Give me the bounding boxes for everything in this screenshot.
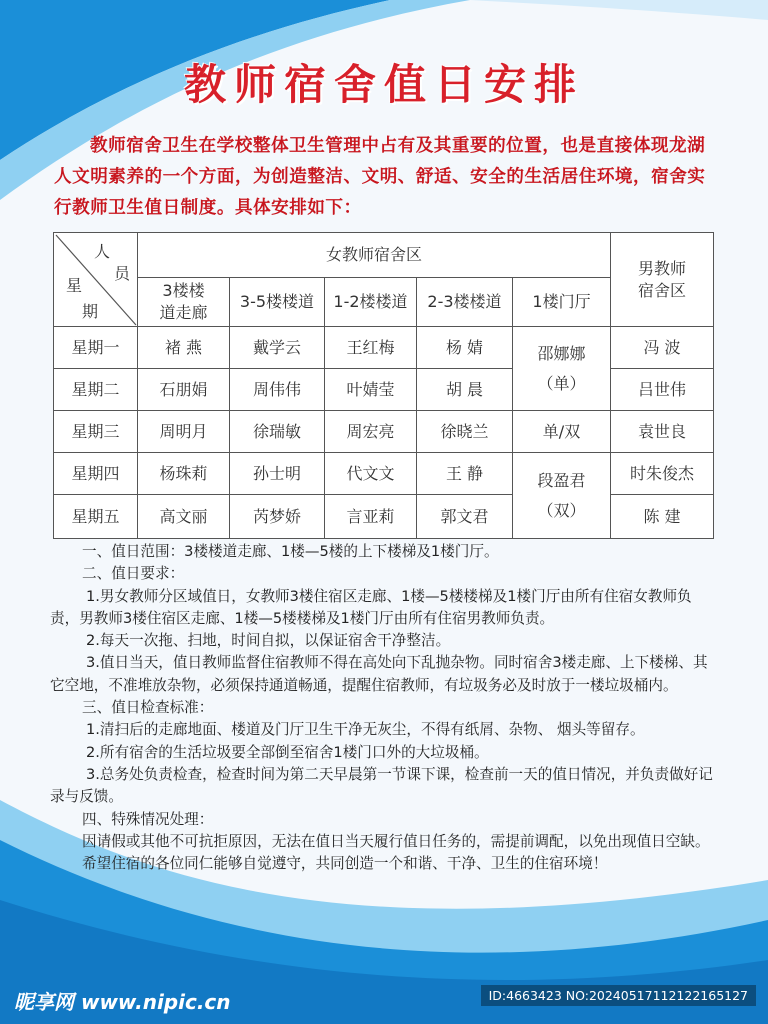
rule-item: 1.男女教师分区域值日，女教师3楼住宿区走廊、1楼—5楼楼梯及1楼门厅由所有住宿女教师负责，男教师3楼住宿区走廊、1楼—5楼楼梯及1楼门厅由所有住宿男教师负责。 <box>50 587 692 627</box>
rule-item: 2.每天一次拖、扫地，时间自拟，以保证宿舍干净整洁。 <box>86 632 451 650</box>
day-cell: 星期一 <box>54 327 138 369</box>
table-row <box>54 411 714 453</box>
day-cell: 星期三 <box>54 411 138 453</box>
section-heading: 四、特殊情况处理： <box>82 810 214 828</box>
closing-text: 希望住宿的各位同仁能够自觉遵守，共同创造一个和谐、干净、卫生的住宿环境！ <box>82 855 608 873</box>
name-cell: 叶婧莹 <box>325 369 417 411</box>
name-cell: 徐瑞敏 <box>230 411 325 453</box>
section-heading: 三、值日检查标准： <box>82 699 214 717</box>
female-area-header: 女教师宿舍区 <box>138 233 611 278</box>
name-cell: 陈 建 <box>611 495 714 539</box>
column-header: 3-5楼楼道 <box>230 278 325 327</box>
name-cell: 王 静 <box>417 453 513 495</box>
lobby-cell: 单/双 <box>513 411 611 453</box>
rule-item: 1.清扫后的走廊地面、楼道及门厅卫生干净无灰尘，不得有纸屑、杂物、 烟头等留存。 <box>86 721 645 739</box>
page-title: 教师宿舍值日安排 <box>183 60 584 109</box>
name-cell: 郭文君 <box>417 495 513 539</box>
name-cell: 周明月 <box>138 411 230 453</box>
column-header: 1楼门厅 <box>513 278 611 327</box>
name-cell: 杨 婧 <box>417 327 513 369</box>
rule-item: 3.值日当天，值日教师监督住宿教师不得在高处向下乱抛杂物。同时宿舍3楼走廊、上下楼梯、其它空地，不准堆放杂物，必须保持通道畅通，提醒住宿教师，有垃圾务必及时放于一楼垃圾桶内。 <box>50 654 708 694</box>
watermark-logo: 昵享网 www.nipic.cn <box>14 990 231 1014</box>
corner-label: 员 <box>114 264 131 283</box>
name-cell: 袁世良 <box>611 411 714 453</box>
table-row <box>54 369 714 411</box>
rule-item: 2.所有宿舍的生活垃圾要全部倒至宿舍1楼门口外的大垃圾桶。 <box>86 743 489 761</box>
corner-label: 人 <box>94 242 111 261</box>
section-heading: 二、值日要求： <box>82 565 185 583</box>
rules-text <box>50 541 718 875</box>
name-cell: 冯 波 <box>611 327 714 369</box>
column-header: 3楼楼道走廊 <box>138 278 230 327</box>
watermark-id: ID:4663423 NO:20240517112122165127 <box>481 985 756 1006</box>
column-header: 1-2楼楼道 <box>325 278 417 327</box>
name-cell: 戴学云 <box>230 327 325 369</box>
corner-header <box>54 233 138 327</box>
column-header: 2-3楼楼道 <box>417 278 513 327</box>
name-cell: 周伟伟 <box>230 369 325 411</box>
day-cell: 星期四 <box>54 453 138 495</box>
corner-label: 期 <box>82 302 99 321</box>
name-cell: 芮梦娇 <box>230 495 325 539</box>
name-cell: 孙士明 <box>230 453 325 495</box>
name-cell: 石朋娟 <box>138 369 230 411</box>
rule-item: 3.总务处负责检查，检查时间为第二天早晨第一节课下课，检查前一天的值日情况，并负责做好记录与反馈。 <box>50 765 713 806</box>
intro-paragraph: 教师宿舍卫生在学校整体卫生管理中占有及其重要的位置，也是直接体现龙湖人文明素养的一个方面，为创造整洁、文明、舒适、安全的生活居住环境，宿舍实行教师卫生值日制度。具体安排如下： <box>54 136 706 218</box>
name-cell: 杨珠莉 <box>138 453 230 495</box>
name-cell: 时朱俊杰 <box>611 453 714 495</box>
corner-label: 星 <box>66 276 83 295</box>
day-cell: 星期二 <box>54 369 138 411</box>
table-row <box>54 495 714 539</box>
name-cell: 褚 燕 <box>138 327 230 369</box>
rule-item: 因请假或其他不可抗拒原因，无法在值日当天履行值日任务的，需提前调配，以免出现值日空缺。 <box>82 832 710 850</box>
table-row <box>54 453 714 495</box>
name-cell: 胡 晨 <box>417 369 513 411</box>
name-cell: 高文丽 <box>138 495 230 539</box>
table-row <box>54 327 714 369</box>
day-cell: 星期五 <box>54 495 138 539</box>
name-cell: 吕世伟 <box>611 369 714 411</box>
male-area-header: 男教师宿舍区 <box>611 233 714 327</box>
name-cell: 代文文 <box>325 453 417 495</box>
section-heading: 一、值日范围：3楼楼道走廊、1楼—5楼的上下楼梯及1楼门厅。 <box>82 543 499 560</box>
name-cell: 徐晓兰 <box>417 411 513 453</box>
name-cell: 言亚莉 <box>325 495 417 539</box>
name-cell: 王红梅 <box>325 327 417 369</box>
name-cell: 周宏亮 <box>325 411 417 453</box>
duty-schedule-table <box>53 232 714 539</box>
lobby-cell: 段盈君 （双） <box>513 453 611 539</box>
lobby-cell: 邵娜娜 （单） <box>513 327 611 411</box>
